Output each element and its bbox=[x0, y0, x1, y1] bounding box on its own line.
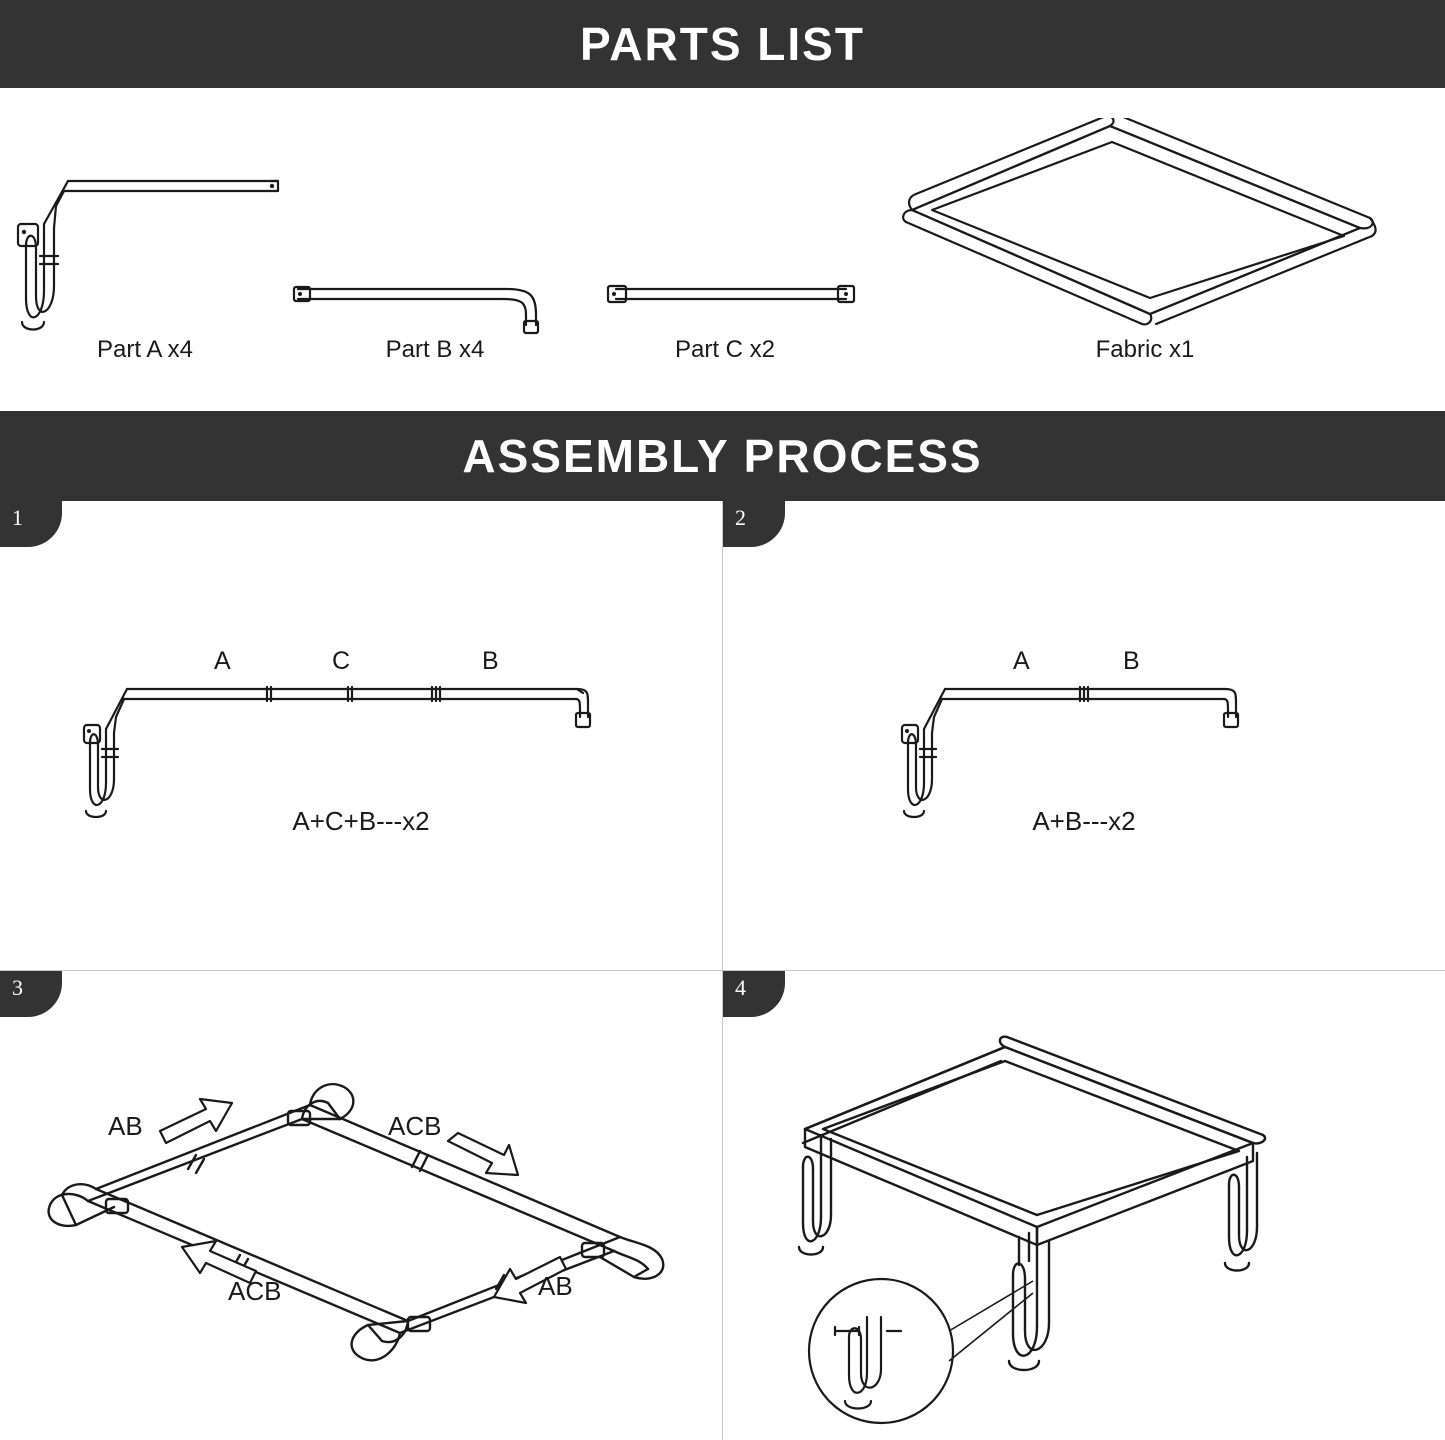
part-item-a bbox=[0, 88, 290, 411]
step3-flow-label-acb-top: ACB bbox=[388, 1111, 442, 1141]
step-number-1: 1 bbox=[0, 501, 62, 547]
assembly-process-title: ASSEMBLY PROCESS bbox=[462, 430, 983, 482]
step3-flow-label-ab-top: AB bbox=[108, 1111, 143, 1141]
part-item-fabric bbox=[900, 88, 1390, 411]
assembly-step-3 bbox=[0, 971, 722, 1440]
assembly-step-1 bbox=[0, 501, 722, 970]
part-c-label: Part C x2 bbox=[674, 336, 776, 363]
fabric-icon bbox=[900, 118, 1390, 328]
step2-segment-label-a: A bbox=[1013, 647, 1030, 675]
part-item-c bbox=[580, 88, 870, 411]
parts-list-title: PARTS LIST bbox=[580, 18, 865, 70]
part-c-icon bbox=[600, 273, 860, 333]
step1-segment-label-a: A bbox=[214, 647, 231, 675]
step1-caption: A+C+B---x2 bbox=[292, 806, 430, 836]
step-number-3: 3 bbox=[0, 971, 62, 1017]
parts-list-banner bbox=[0, 0, 1445, 88]
step4-finished-bed-drawing bbox=[783, 1031, 1423, 1431]
step3-flow-label-acb-bottom: ACB bbox=[228, 1276, 282, 1306]
assembly-step-2 bbox=[723, 501, 1445, 970]
step1-segment-label-c: C bbox=[332, 647, 351, 675]
part-item-b bbox=[290, 88, 580, 411]
assembly-steps-grid bbox=[0, 501, 1445, 1440]
fabric-label: Fabric x1 bbox=[1095, 336, 1195, 363]
assembly-step-4 bbox=[723, 971, 1445, 1440]
step3-flow-label-ab-bottom: AB bbox=[538, 1271, 573, 1301]
step-number-2: 2 bbox=[723, 501, 785, 547]
step1-segment-label-b: B bbox=[482, 647, 499, 675]
part-b-label: Part B x4 bbox=[385, 336, 485, 363]
assembly-process-banner bbox=[0, 411, 1445, 501]
part-a-icon bbox=[0, 136, 290, 366]
parts-list-section bbox=[0, 88, 1445, 411]
step2-caption: A+B---x2 bbox=[1032, 806, 1136, 836]
step-number-4: 4 bbox=[723, 971, 785, 1017]
part-b-icon bbox=[290, 273, 580, 343]
part-a-label: Part A x4 bbox=[96, 336, 194, 363]
step2-segment-label-b: B bbox=[1123, 647, 1140, 675]
